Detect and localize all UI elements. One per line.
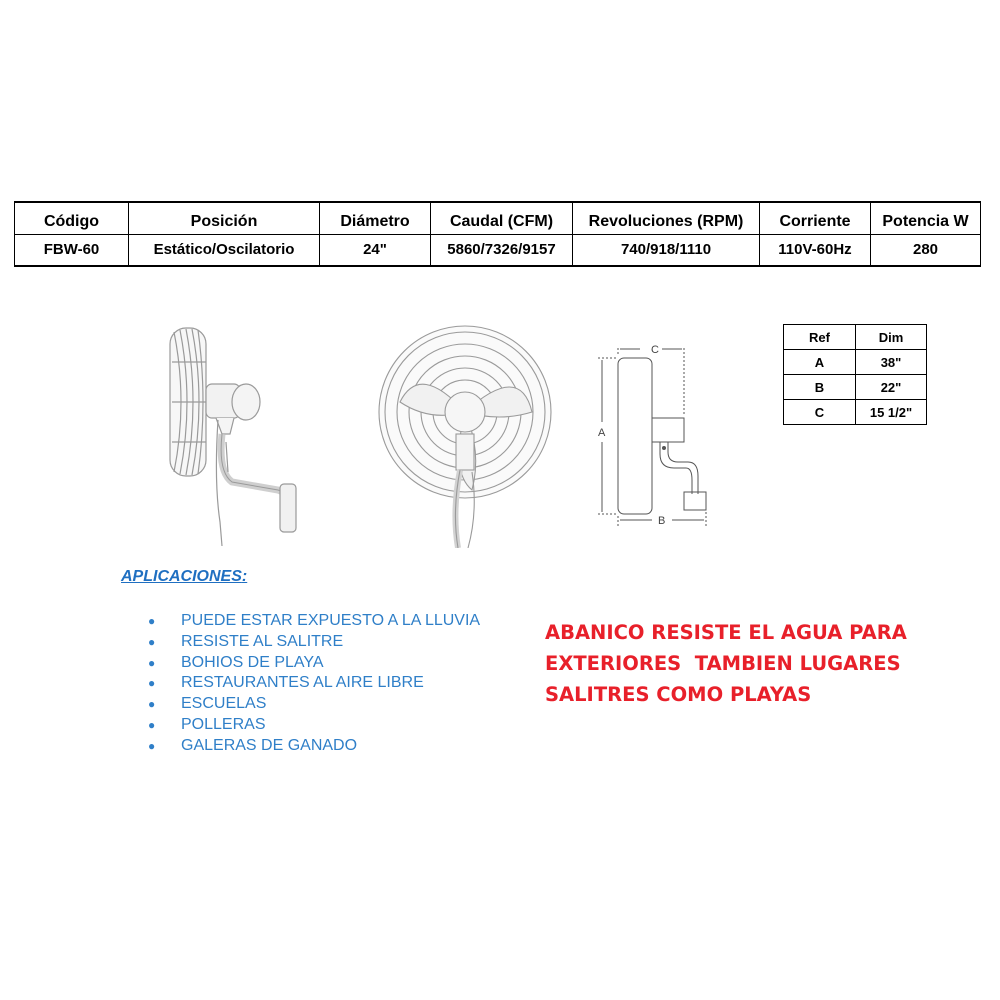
- cell-caudal: 5860/7326/9157: [431, 234, 573, 266]
- dim-ref: A: [784, 350, 856, 375]
- list-item-text: BOHIOS DE PLAYA: [181, 653, 324, 671]
- cell-potencia: 280: [871, 234, 981, 266]
- dim-label-a: A: [598, 427, 606, 439]
- bullet-icon: ●: [148, 697, 156, 712]
- spec-data-row: [15, 234, 981, 266]
- bullet-icon: ●: [148, 676, 156, 691]
- dim-ref: B: [784, 375, 856, 400]
- list-item-text: PUEDE ESTAR EXPUESTO A LA LLUVIA: [181, 612, 481, 629]
- dim-header-ref: Ref: [784, 325, 856, 350]
- list-item: [148, 715, 480, 736]
- dim-label-b: B: [658, 515, 666, 527]
- cell-revoluciones: 740/918/1110: [573, 234, 760, 266]
- header-corriente: Corriente: [760, 202, 871, 234]
- bullet-icon: ●: [148, 655, 156, 670]
- bullet-icon: ●: [148, 614, 156, 628]
- bullet-icon: ●: [148, 717, 156, 732]
- bullet-icon: ●: [148, 634, 156, 649]
- spec-table: [14, 201, 981, 267]
- list-item: [148, 653, 480, 674]
- applications-list: [148, 611, 480, 757]
- list-item: [148, 694, 480, 715]
- dimension-table: [783, 324, 927, 425]
- list-item: [148, 736, 480, 757]
- dim-value: 15 1/2": [856, 400, 927, 425]
- fan-side-view-image: [118, 322, 318, 548]
- dim-value: 38": [856, 350, 927, 375]
- fan-front-view-image: [360, 322, 570, 548]
- cell-codigo: FBW-60: [15, 234, 129, 266]
- list-item-text: POLLERAS: [181, 715, 266, 733]
- header-diametro: Diámetro: [320, 202, 431, 234]
- bullet-icon: ●: [148, 738, 156, 753]
- header-caudal: Caudal (CFM): [431, 202, 573, 234]
- header-posicion: Posición: [129, 202, 320, 234]
- dim-row: [784, 350, 927, 375]
- applications-heading-text: APLICACIONES: [121, 568, 242, 585]
- promo-text: [545, 617, 965, 710]
- list-item-text: RESISTE AL SALITRE: [181, 632, 344, 650]
- list-item: [148, 611, 480, 632]
- dim-row: [784, 400, 927, 425]
- header-revoluciones: Revoluciones (RPM): [573, 202, 760, 234]
- list-item: [148, 673, 480, 694]
- dim-header-dim: Dim: [856, 325, 927, 350]
- cell-diametro: 24": [320, 234, 431, 266]
- dim-header-row: [784, 325, 927, 350]
- applications-heading-colon: :: [241, 568, 248, 585]
- dim-value: 22": [856, 375, 927, 400]
- promo-line: SALITRES COMO PLAYAS: [545, 683, 812, 706]
- list-item-text: RESTAURANTES AL AIRE LIBRE: [181, 674, 424, 692]
- header-codigo: Código: [15, 202, 129, 234]
- dim-label-c: C: [651, 344, 659, 356]
- list-item: [148, 632, 480, 653]
- list-item-text: ESCUELAS: [181, 695, 267, 713]
- dimension-diagram: [588, 336, 738, 536]
- promo-line: ABANICO RESISTE EL AGUA PARA: [545, 621, 907, 644]
- promo-line: EXTERIORES TAMBIEN LUGARES: [545, 652, 901, 675]
- applications-heading: [121, 568, 247, 586]
- header-potencia: Potencia W: [871, 202, 981, 234]
- spec-header-row: [15, 202, 981, 234]
- cell-corriente: 110V-60Hz: [760, 234, 871, 266]
- list-item-text: GALERAS DE GANADO: [181, 736, 358, 754]
- dim-ref: C: [784, 400, 856, 425]
- dim-row: [784, 375, 927, 400]
- cell-posicion: Estático/Oscilatorio: [129, 234, 320, 266]
